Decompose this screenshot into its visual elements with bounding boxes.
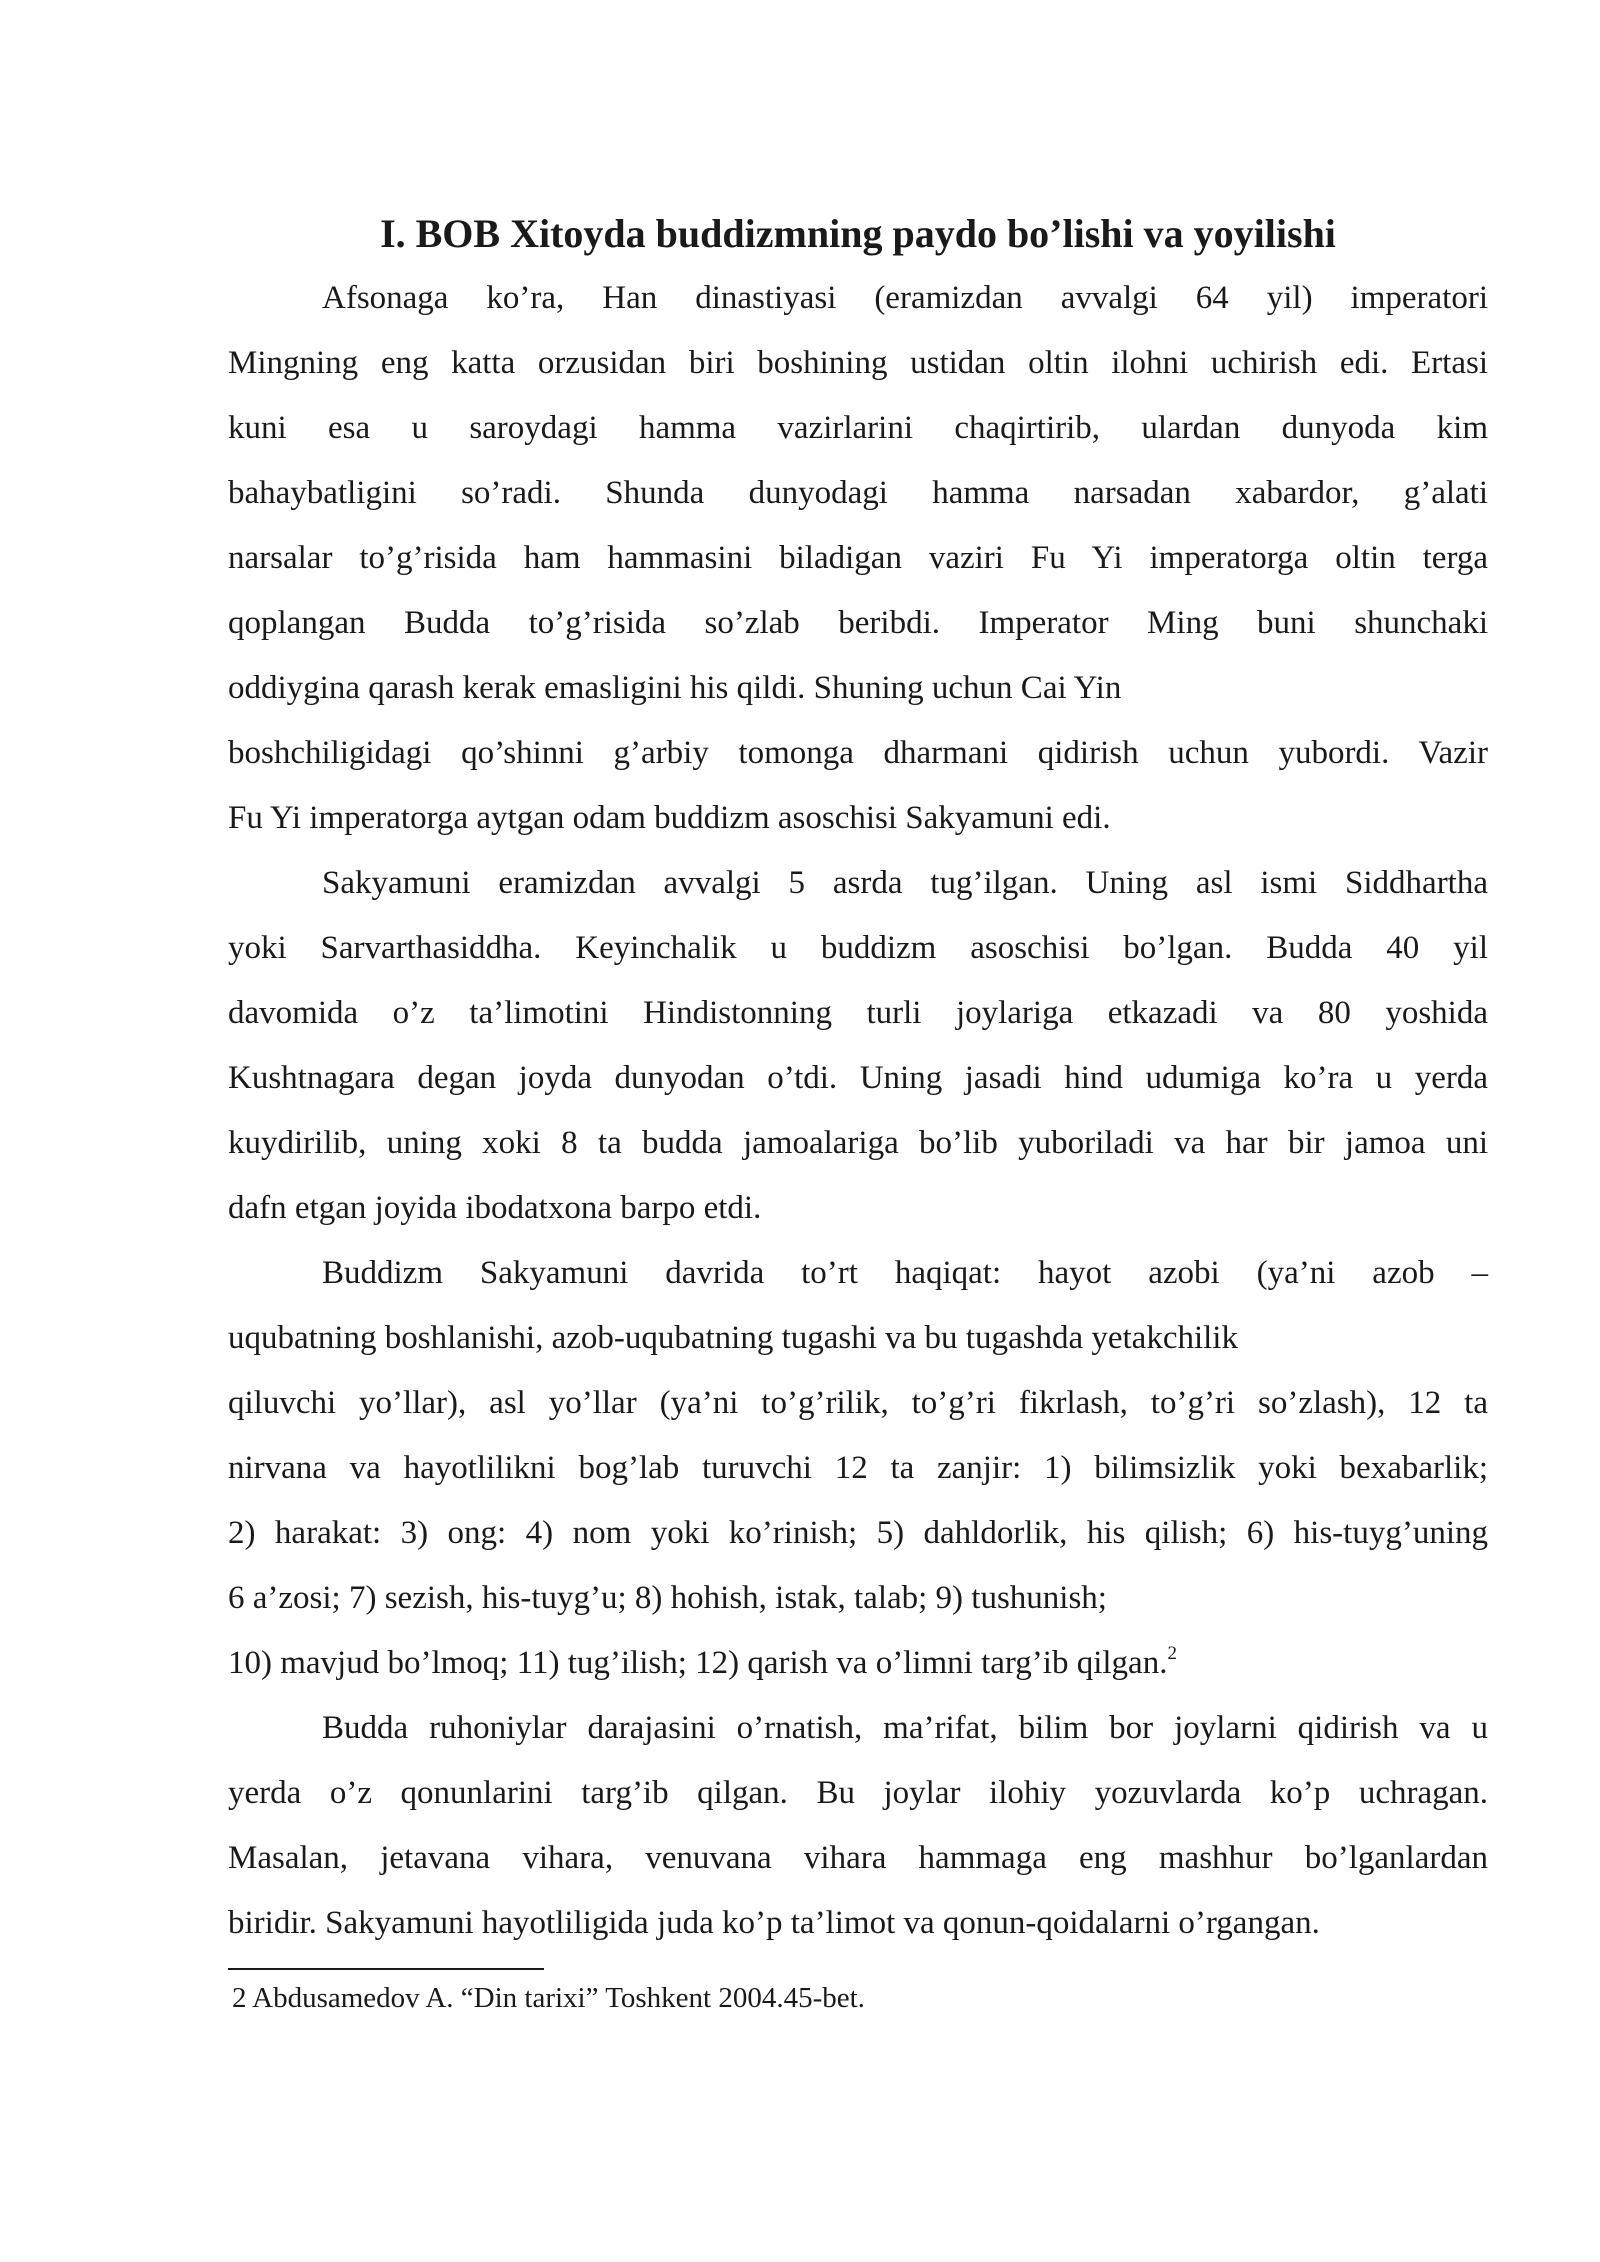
- paragraph-4: [228, 1696, 1488, 1956]
- paragraph-line-text: 10) mavjud bo’lmoq; 11) tug’ilish; 12) qarish va o’limni targ’ib qilgan.: [228, 1645, 1168, 1681]
- paragraph-line: 2) harakat: 3) ong: 4) nom yoki ko’rinish; 5) dahldorlik, his qilish; 6) his-tuyg’uning: [228, 1515, 1488, 1551]
- paragraph-line: boshchiligidagi qo’shinni g’arbiy tomonga dharmani qidirish uchun yubordi. Vazir: [228, 735, 1488, 771]
- paragraph-line: oddiygina qarash kerak emasligini his qildi. Shuning uchun Cai Yin: [228, 670, 1122, 706]
- paragraph-line: 6 a’zosi; 7) sezish, his-tuyg’u; 8) hohish, istak, talab; 9) tushunish;: [228, 1580, 1107, 1616]
- footnote-divider: [228, 1968, 544, 1970]
- paragraph-line: Sakyamuni eramizdan avvalgi 5 asrda tug’ilgan. Uning asl ismi Siddhartha: [322, 865, 1488, 901]
- paragraph-line: kuni esa u saroydagi hamma vazirlarini chaqirtirib, ulardan dunyoda kim: [228, 410, 1488, 446]
- paragraph-2: [228, 851, 1488, 1241]
- paragraph-line: bahaybatligini so’radi. Shunda dunyodagi hamma narsadan xabardor, g’alati: [228, 475, 1488, 511]
- paragraph-line: biridir. Sakyamuni hayotliligida juda ko’p ta’limot va qonun-qoidalarni o’rgangan.: [228, 1905, 1320, 1941]
- document-page: [228, 210, 1488, 2018]
- paragraph-line: yerda o’z qonunlarini targ’ib qilgan. Bu joylar ilohiy yozuvlarda ko’p uchragan.: [228, 1775, 1488, 1811]
- paragraph-line: Buddizm Sakyamuni davrida to’rt haqiqat: hayot azobi (ya’ni azob –: [322, 1255, 1488, 1291]
- footnote-reference[interactable]: 2: [1167, 1643, 1177, 1664]
- paragraph-line: Fu Yi imperatorga aytgan odam buddizm asoschisi Sakyamuni edi.: [228, 800, 1111, 836]
- paragraph-line: yoki Sarvarthasiddha. Keyinchalik u buddizm asoschisi bo’lgan. Budda 40 yil: [228, 930, 1488, 966]
- paragraph-line: dafn etgan joyida ibodatxona barpo etdi.: [228, 1190, 762, 1226]
- footnote-text: 2 Abdusamedov A. “Din tarixi” Toshkent 2004.45-bet.: [232, 1982, 865, 2014]
- paragraph-line: kuydirilib, uning xoki 8 ta budda jamoalariga bo’lib yuboriladi va har bir jamoa uni: [228, 1125, 1488, 1161]
- paragraph-1: [228, 266, 1488, 851]
- paragraph-line: uqubatning boshlanishi, azob-uqubatning tugashi va bu tugashda yetakchilik: [228, 1320, 1238, 1356]
- paragraph-line: Masalan, jetavana vihara, venuvana vihara hammaga eng mashhur bo’lganlardan: [228, 1840, 1488, 1876]
- paragraph-line: nirvana va hayotlilikni bog’lab turuvchi 12 ta zanjir: 1) bilimsizlik yoki bexabarlik;: [228, 1450, 1488, 1486]
- paragraph-line: narsalar to’g’risida ham hammasini biladigan vaziri Fu Yi imperatorga oltin terga: [228, 540, 1488, 576]
- paragraph-line-with-ref: [228, 1631, 1488, 1696]
- paragraph-line: Budda ruhoniylar darajasini o’rnatish, ma’rifat, bilim bor joylarni qidirish va u: [322, 1710, 1488, 1746]
- paragraph-line: Mingning eng katta orzusidan biri boshining ustidan oltin ilohni uchirish edi. Ertasi: [228, 345, 1488, 381]
- chapter-title: I. BOB Xitoyda buddizmning paydo bo’lishi va yoyilishi: [380, 211, 1336, 256]
- paragraph-line: qiluvchi yo’llar), asl yo’llar (ya’ni to’g’rilik, to’g’ri fikrlash, to’g’ri so’zlash), 12 ta: [228, 1385, 1488, 1421]
- paragraph-line: Afsonaga ko’ra, Han dinastiyasi (eramizdan avvalgi 64 yil) imperatori: [322, 280, 1488, 316]
- paragraph-line: Kushtnagara degan joyda dunyodan o’tdi. Uning jasadi hind udumiga ko’ra u yerda: [228, 1060, 1488, 1096]
- paragraph-line: qoplangan Budda to’g’risida so’zlab beribdi. Imperator Ming buni shunchaki: [228, 605, 1488, 641]
- paragraph-line: davomida o’z ta’limotini Hindistonning turli joylariga etkazadi va 80 yoshida: [228, 995, 1488, 1031]
- body-text: [228, 266, 1488, 1956]
- paragraph-3: [228, 1241, 1488, 1696]
